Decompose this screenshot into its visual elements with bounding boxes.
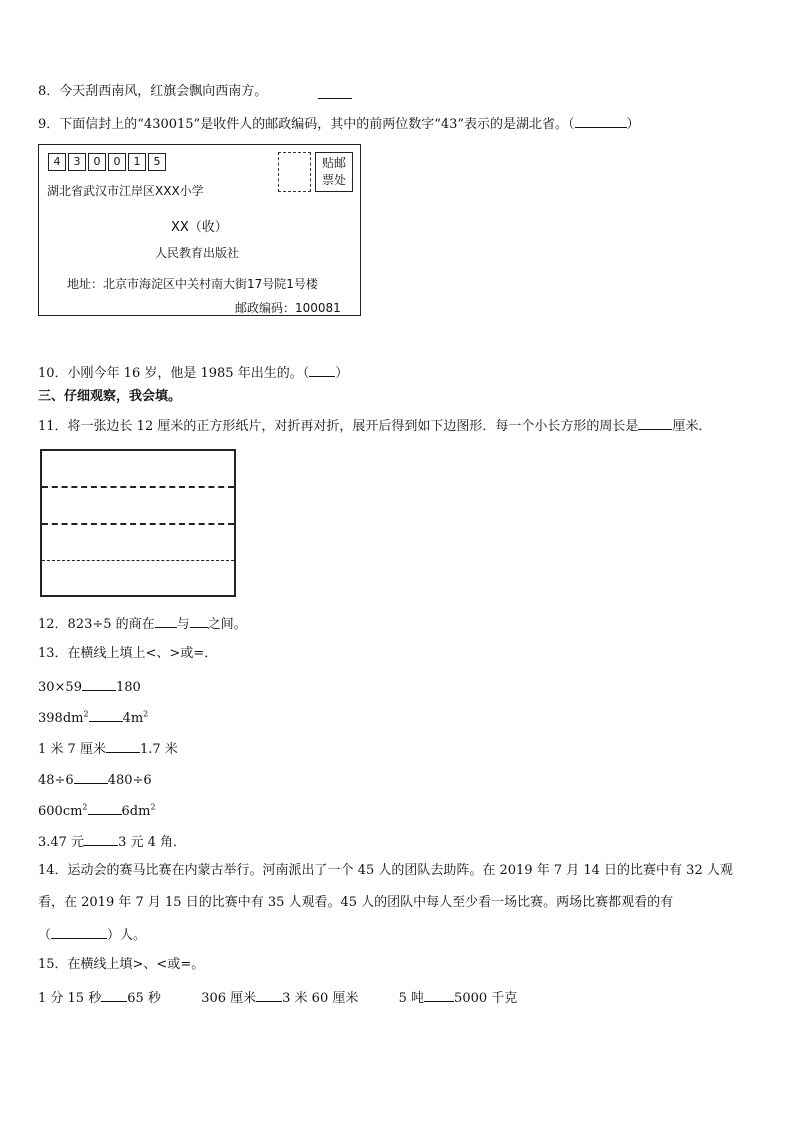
question-14-open-paren: （ bbox=[38, 928, 52, 943]
compare-blank[interactable] bbox=[89, 707, 123, 722]
recipient-name: XX（收） bbox=[171, 220, 228, 235]
question-14-line1: 14．运动会的赛马比赛在内蒙古举行。河南派出了一个 45 人的团队去助阵。在 2019 年 7 月 14 日的比赛中有 32 人观 bbox=[38, 863, 733, 878]
question-8 bbox=[38, 83, 267, 101]
answer-blank-8[interactable] bbox=[318, 84, 352, 99]
compare-item bbox=[38, 738, 178, 759]
question-12-text: 12．823÷5 的商在 bbox=[38, 617, 155, 632]
question-9-close-paren: ） bbox=[626, 117, 640, 132]
compare-left: 1 分 15 秒 bbox=[38, 991, 102, 1006]
zip-digit: 0 bbox=[108, 153, 126, 171]
compare-blank[interactable] bbox=[88, 800, 122, 815]
question-8-text: 8．今天刮西南风，红旗会飘向西南方。 bbox=[38, 84, 268, 99]
compare-right: 180 bbox=[115, 680, 141, 695]
zip-digit: 0 bbox=[88, 153, 106, 171]
compare-item bbox=[38, 707, 148, 728]
compare-right: 6dm bbox=[121, 804, 151, 819]
sender-name: 人民教育出版社 bbox=[155, 246, 240, 260]
compare-blank[interactable] bbox=[256, 987, 282, 1002]
compare-blank[interactable] bbox=[82, 676, 116, 691]
zip-digit: 3 bbox=[68, 153, 86, 171]
superscript: 2 bbox=[143, 709, 149, 719]
stamp-placeholder-dashed bbox=[278, 152, 311, 192]
compare-blank[interactable] bbox=[106, 738, 140, 753]
compare-blank[interactable] bbox=[101, 987, 127, 1002]
question-15-title: 15．在横线上填>、<或=。 bbox=[38, 957, 205, 972]
compare-blank[interactable] bbox=[84, 831, 118, 846]
compare-left: 600cm bbox=[38, 804, 83, 819]
question-11 bbox=[38, 415, 711, 436]
compare-blank[interactable] bbox=[74, 769, 108, 784]
compare-right: 5000 千克 bbox=[454, 991, 518, 1006]
superscript: 2 bbox=[150, 802, 156, 812]
superscript: 2 bbox=[83, 709, 89, 719]
compare-right: 65 秒 bbox=[127, 991, 161, 1006]
question-13-title: 13．在横线上填上<、>或=． bbox=[38, 646, 218, 661]
answer-blank-9[interactable] bbox=[575, 114, 627, 128]
question-10 bbox=[38, 363, 348, 383]
compare-right: 480÷6 bbox=[107, 773, 152, 788]
compare-left: 5 吨 bbox=[398, 991, 425, 1006]
compare-left: 1 米 7 厘米 bbox=[38, 742, 106, 757]
question-14-line2: 看，在 2019 年 7 月 15 日的比赛中有 35 人观看。45 人的团队中每人至少看一场比赛。两场比赛都观看的有 bbox=[38, 895, 674, 910]
question-9-text: 9．下面信封上的“430015”是收件人的邮政编码，其中的前两位数字“43”表示的是湖北省。（ bbox=[38, 117, 575, 132]
compare-item bbox=[38, 831, 186, 852]
question-15-items bbox=[38, 987, 517, 1008]
compare-left: 48÷6 bbox=[38, 773, 74, 788]
question-10-close-paren: ） bbox=[335, 366, 349, 381]
compare-right: 3 元 4 角． bbox=[118, 835, 187, 850]
question-14-unit: ）人。 bbox=[107, 928, 147, 943]
answer-blank-12a[interactable] bbox=[155, 613, 177, 628]
sender-postcode: 邮政编码：100081 bbox=[235, 301, 341, 315]
sender-address: 地址：北京市海淀区中关村南大街17号院1号楼 bbox=[67, 277, 318, 291]
stamp-box bbox=[315, 152, 353, 192]
fold-line bbox=[42, 560, 234, 561]
compare-left: 3.47 元 bbox=[38, 835, 85, 850]
compare-right: 3 米 60 厘米 bbox=[282, 991, 359, 1006]
section-3-title: 三、仔细观察，我会填。 bbox=[38, 389, 182, 404]
question-9 bbox=[38, 114, 640, 134]
answer-blank-12b[interactable] bbox=[190, 613, 208, 628]
question-10-text: 10．小刚今年 16 岁，他是 1985 年出生的。（ bbox=[38, 366, 310, 381]
envelope-figure bbox=[38, 144, 361, 316]
zip-digit: 5 bbox=[148, 153, 166, 171]
answer-blank-11[interactable] bbox=[638, 415, 672, 430]
answer-blank-10[interactable] bbox=[309, 363, 335, 377]
question-12 bbox=[38, 613, 247, 634]
question-12-end: 之间。 bbox=[207, 617, 247, 632]
compare-item bbox=[38, 769, 152, 790]
stamp-label-line2: 票处 bbox=[321, 173, 346, 187]
compare-blank[interactable] bbox=[424, 987, 454, 1002]
question-11-unit: 厘米． bbox=[672, 419, 712, 434]
compare-left: 398dm bbox=[38, 711, 84, 726]
compare-left: 306 厘米 bbox=[201, 991, 257, 1006]
question-14-line3 bbox=[38, 925, 146, 945]
zip-digit: 1 bbox=[128, 153, 146, 171]
recipient-address: 湖北省武汉市江岸区XXX小学 bbox=[47, 184, 204, 198]
zip-digit: 4 bbox=[48, 153, 66, 171]
compare-right: 1.7 米 bbox=[139, 742, 178, 757]
answer-blank-14[interactable] bbox=[51, 925, 107, 939]
compare-left: 30×59 bbox=[38, 680, 82, 695]
fold-line bbox=[42, 523, 234, 525]
stamp-label-line1: 贴邮 bbox=[321, 156, 346, 170]
compare-right: 4m bbox=[122, 711, 144, 726]
question-11-text: 11．将一张边长 12 厘米的正方形纸片，对折再对折，展开后得到如下边图形．每一个小长方形的周长是 bbox=[38, 419, 639, 434]
zip-code-boxes bbox=[48, 153, 168, 171]
question-12-and: 与 bbox=[176, 617, 190, 632]
compare-item bbox=[38, 800, 156, 821]
superscript: 2 bbox=[82, 802, 88, 812]
folded-paper-figure bbox=[40, 449, 236, 597]
compare-item bbox=[38, 676, 141, 697]
fold-line bbox=[42, 486, 234, 488]
